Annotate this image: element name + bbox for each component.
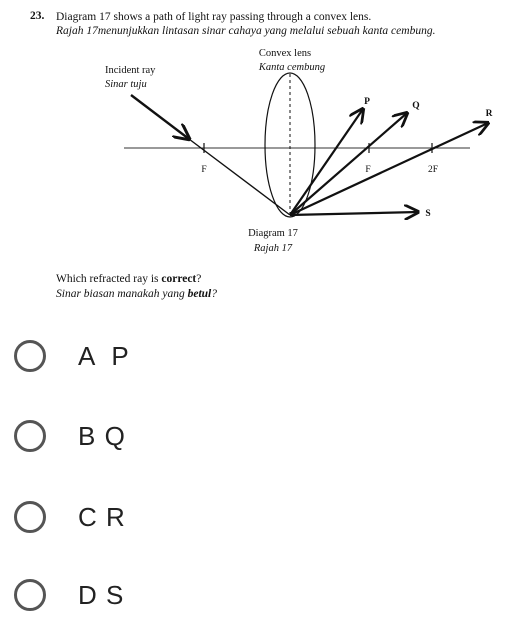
option-label: C R	[78, 501, 126, 532]
radio-button[interactable]	[14, 579, 46, 611]
question-prompt	[56, 272, 217, 302]
question-text	[56, 10, 435, 38]
option-b[interactable]	[14, 414, 394, 458]
lens-label-ms: Kanta cembung	[258, 62, 326, 73]
ray-s-line	[290, 212, 418, 215]
radio-button[interactable]	[14, 501, 46, 533]
incident-ray-continued	[189, 139, 290, 215]
radio-button[interactable]	[14, 340, 46, 372]
point-f-left-label: F	[201, 165, 207, 175]
question-text-en: Diagram 17 shows a path of light ray passing through a convex lens.	[56, 11, 372, 23]
ray-r-label: R	[485, 109, 493, 119]
option-label: A P	[78, 340, 130, 371]
ray-q-label: Q	[412, 101, 420, 111]
ray-p-label: P	[364, 97, 370, 107]
incident-label-en: Incident ray	[105, 65, 156, 76]
ray-r-line	[290, 123, 488, 215]
question-number: 23.	[30, 10, 45, 22]
diagram-caption-ms: Rajah 17	[253, 243, 293, 254]
option-d[interactable]	[14, 573, 394, 617]
ray-s-label: S	[425, 209, 431, 219]
incident-ray	[131, 95, 189, 139]
question-text-ms: Rajah 17menunjukkan lintasan sinar cahaya yang melalui sebuah kanta cembung.	[56, 25, 436, 37]
lens-label-en: Convex lens	[258, 48, 312, 59]
option-label: B Q	[78, 420, 126, 451]
prompt-en: Which refracted ray is correct?	[56, 273, 202, 285]
lens-diagram	[0, 40, 512, 270]
diagram-caption-en: Diagram 17	[248, 228, 298, 239]
radio-button[interactable]	[14, 420, 46, 452]
point-f-right-label: F	[365, 165, 371, 175]
prompt-ms: Sinar biasan manakah yang betul?	[56, 288, 217, 300]
option-label: D S	[78, 579, 125, 610]
option-c[interactable]	[14, 495, 394, 539]
incident-label-ms: Sinar tuju	[105, 79, 147, 90]
point-2f-label: 2F	[427, 165, 439, 175]
option-a[interactable]	[14, 334, 394, 378]
